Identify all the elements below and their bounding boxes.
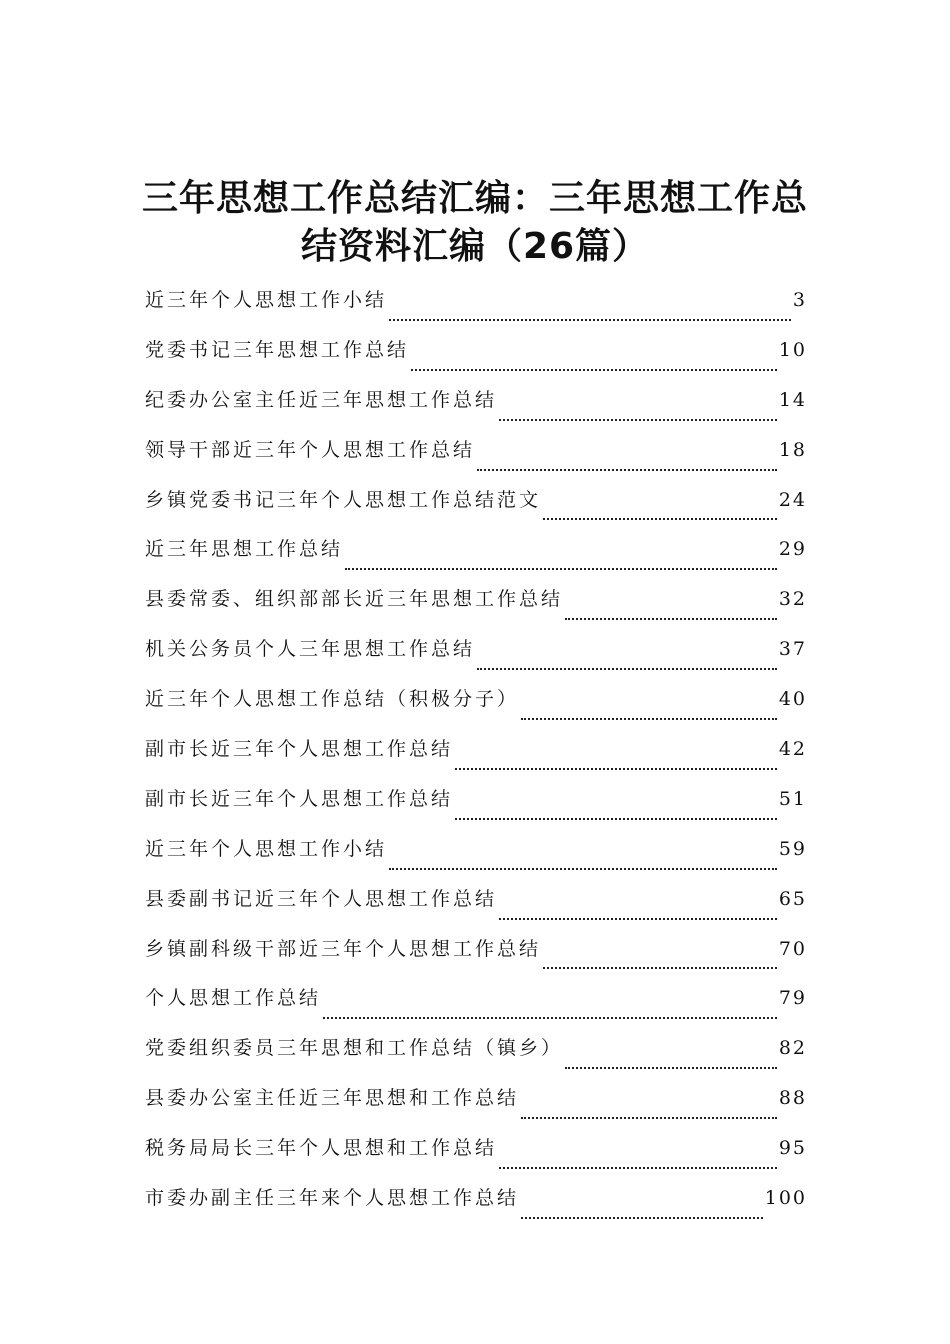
toc-entry-page-number: 95 bbox=[778, 1137, 807, 1160]
toc-leader-dots bbox=[477, 468, 777, 471]
toc-entry[interactable] bbox=[145, 734, 807, 784]
toc-entry[interactable] bbox=[145, 1183, 807, 1233]
title-line-2: 结资料汇编（26篇） bbox=[300, 226, 650, 267]
toc-entry[interactable] bbox=[145, 385, 807, 435]
toc-entry[interactable] bbox=[145, 784, 807, 834]
toc-leader-dots bbox=[565, 617, 777, 620]
toc-entry-title: 党委书记三年思想工作总结 bbox=[145, 338, 410, 361]
toc-entry-page-number: 32 bbox=[778, 588, 807, 611]
toc-entry-page-number: 100 bbox=[764, 1187, 807, 1210]
toc-entry-page-number: 40 bbox=[778, 688, 807, 711]
toc-leader-dots bbox=[499, 1166, 777, 1169]
toc-leader-dots bbox=[477, 667, 777, 670]
document-title bbox=[120, 175, 830, 271]
toc-entry[interactable] bbox=[145, 534, 807, 584]
toc-leader-dots bbox=[455, 767, 777, 770]
toc-leader-dots bbox=[521, 1116, 777, 1119]
toc-entry[interactable] bbox=[145, 1133, 807, 1183]
toc-entry[interactable] bbox=[145, 634, 807, 684]
toc-entry[interactable] bbox=[145, 335, 807, 385]
toc-entry[interactable] bbox=[145, 934, 807, 984]
toc-entry-title: 近三年思想工作总结 bbox=[145, 538, 344, 561]
toc-entry[interactable] bbox=[145, 983, 807, 1033]
toc-entry[interactable] bbox=[145, 1083, 807, 1133]
toc-leader-dots bbox=[389, 867, 777, 870]
toc-entry-title: 机关公务员个人三年思想工作总结 bbox=[145, 638, 476, 661]
toc-entry-title: 副市长近三年个人思想工作总结 bbox=[145, 738, 454, 761]
toc-entry-title: 近三年个人思想工作总结（积极分子） bbox=[145, 688, 520, 711]
toc-entry-title: 县委办公室主任近三年思想和工作总结 bbox=[145, 1087, 520, 1110]
toc-leader-dots bbox=[543, 966, 777, 969]
toc-leader-dots bbox=[323, 1016, 777, 1019]
toc-entry-title: 乡镇副科级干部近三年个人思想工作总结 bbox=[145, 937, 542, 960]
toc-entry-page-number: 37 bbox=[778, 638, 807, 661]
toc-leader-dots bbox=[455, 817, 777, 820]
toc-leader-dots bbox=[411, 368, 777, 371]
toc-leader-dots bbox=[499, 917, 777, 920]
toc-entry-page-number: 79 bbox=[778, 987, 807, 1010]
toc-entry-page-number: 82 bbox=[778, 1037, 807, 1060]
toc-entry[interactable] bbox=[145, 584, 807, 634]
toc-entry-page-number: 14 bbox=[778, 388, 807, 411]
toc-entry-page-number: 88 bbox=[778, 1087, 807, 1110]
toc-leader-dots bbox=[499, 418, 777, 421]
toc-entry-title: 个人思想工作总结 bbox=[145, 987, 322, 1010]
toc-entry[interactable] bbox=[145, 884, 807, 934]
toc-entry-title: 副市长近三年个人思想工作总结 bbox=[145, 787, 454, 810]
toc-entry[interactable] bbox=[145, 834, 807, 884]
toc-leader-dots bbox=[565, 1066, 777, 1069]
title-line-1: 三年思想工作总结汇编：三年思想工作总 bbox=[141, 178, 808, 219]
toc-entry-title: 纪委办公室主任近三年思想工作总结 bbox=[145, 388, 498, 411]
toc-entry-page-number: 65 bbox=[778, 887, 807, 910]
toc-entry-title: 党委组织委员三年思想和工作总结（镇乡） bbox=[145, 1037, 564, 1060]
toc-entry[interactable] bbox=[145, 485, 807, 535]
toc-entry-title: 县委副书记近三年个人思想工作总结 bbox=[145, 887, 498, 910]
toc-entry-page-number: 51 bbox=[778, 787, 807, 810]
table-of-contents bbox=[145, 285, 807, 1233]
toc-entry-title: 县委常委、组织部部长近三年思想工作总结 bbox=[145, 588, 564, 611]
toc-entry-page-number: 24 bbox=[778, 488, 807, 511]
toc-leader-dots bbox=[389, 318, 791, 321]
toc-entry[interactable] bbox=[145, 1033, 807, 1083]
toc-entry-title: 乡镇党委书记三年个人思想工作总结范文 bbox=[145, 488, 542, 511]
toc-entry-page-number: 18 bbox=[778, 438, 807, 461]
toc-leader-dots bbox=[521, 717, 777, 720]
toc-entry-title: 近三年个人思想工作小结 bbox=[145, 289, 388, 311]
toc-entry-page-number: 3 bbox=[792, 289, 807, 311]
toc-entry-page-number: 70 bbox=[778, 937, 807, 960]
toc-entry-title: 领导干部近三年个人思想工作总结 bbox=[145, 438, 476, 461]
toc-entry-title: 税务局局长三年个人思想和工作总结 bbox=[145, 1137, 498, 1160]
toc-leader-dots bbox=[543, 517, 777, 520]
toc-entry-title: 市委办副主任三年来个人思想工作总结 bbox=[145, 1187, 520, 1210]
toc-leader-dots bbox=[521, 1216, 763, 1219]
toc-entry-page-number: 29 bbox=[778, 538, 807, 561]
toc-entry-title: 近三年个人思想工作小结 bbox=[145, 837, 388, 860]
toc-entry-page-number: 42 bbox=[778, 738, 807, 761]
toc-entry[interactable] bbox=[145, 285, 807, 335]
toc-leader-dots bbox=[345, 567, 777, 570]
toc-entry[interactable] bbox=[145, 684, 807, 734]
toc-entry-page-number: 59 bbox=[778, 837, 807, 860]
toc-entry[interactable] bbox=[145, 435, 807, 485]
toc-entry-page-number: 10 bbox=[778, 338, 807, 361]
